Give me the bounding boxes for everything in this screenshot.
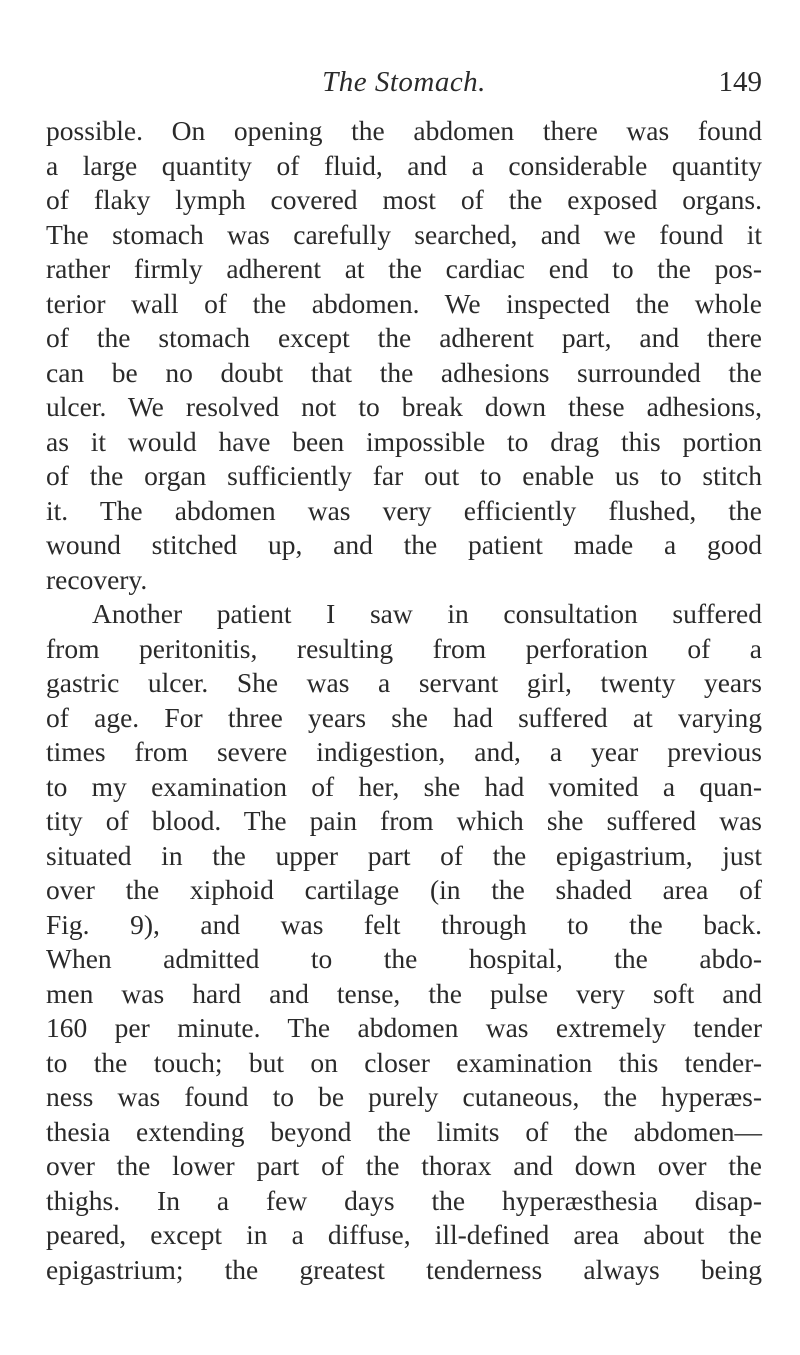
running-head (46, 62, 762, 102)
text-line: over the xiphoid cartilage (in the shaded area of (46, 874, 762, 905)
paragraph-start-line: Another patient I saw in consultation suffered (92, 598, 762, 629)
text-line: times from severe indigestion, and, a year previous (46, 736, 762, 767)
running-title: The Stomach. (322, 66, 486, 98)
text-line: rather firmly adherent at the cardiac end to the pos- (46, 253, 762, 284)
text-line: ulcer. We resolved not to break down these adhesions, (46, 391, 762, 422)
text-line: peared, except in a diffuse, ill-defined area about the (46, 1219, 762, 1250)
paragraph-end-line: recovery. (46, 563, 148, 595)
text-line: as it would have been impossible to drag this portion (46, 425, 762, 457)
text-line: When admitted to the hospital, the abdo- (46, 943, 762, 974)
text-line: 160 per minute. The abdomen was extremely tender (46, 1012, 762, 1043)
text-line: situated in the upper part of the epigastrium, just (46, 839, 762, 871)
text-line: wound stitched up, and the patient made a good (46, 529, 762, 560)
text-line: gastric ulcer. She was a servant girl, twenty years (46, 667, 762, 698)
text-line: ness was found to be purely cutaneous, the hyperæs- (46, 1081, 762, 1112)
text-line: epigastrium; the greatest tenderness always being (46, 1253, 762, 1285)
text-line: terior wall of the abdomen. We inspected the whole (46, 287, 762, 319)
text-line: men was hard and tense, the pulse very soft and (46, 977, 762, 1009)
body-text (46, 114, 762, 1287)
text-line: The stomach was carefully searched, and we found it (46, 218, 762, 250)
text-line: to my examination of her, she had vomited a quan- (46, 770, 762, 802)
text-line: thesia extending beyond the limits of the abdomen— (46, 1115, 762, 1147)
text-line: thighs. In a few days the hyperæsthesia disap- (46, 1184, 762, 1216)
text-line: of age. For three years she had suffered at varying (46, 701, 762, 733)
page-number: 149 (718, 66, 762, 98)
text-line: of the organ sufficiently far out to enable us to stitch (46, 460, 762, 491)
text-line: tity of blood. The pain from which she suffered was (46, 805, 762, 836)
text-line: from peritonitis, resulting from perforation of a (46, 632, 762, 664)
text-line: over the lower part of the thorax and down over the (46, 1150, 762, 1181)
text-line: to the touch; but on closer examination this tender- (46, 1046, 762, 1078)
text-line: it. The abdomen was very efficiently flushed, the (46, 494, 762, 526)
text-line: of flaky lymph covered most of the exposed organs. (46, 184, 762, 215)
text-line: can be no doubt that the adhesions surrounded the (46, 356, 762, 388)
text-line: possible. On opening the abdomen there was found (46, 115, 762, 146)
text-line: Fig. 9), and was felt through to the back. (46, 908, 762, 940)
text-line: a large quantity of fluid, and a considerable quantity (46, 149, 762, 181)
text-line: of the stomach except the adherent part, and there (46, 322, 762, 353)
